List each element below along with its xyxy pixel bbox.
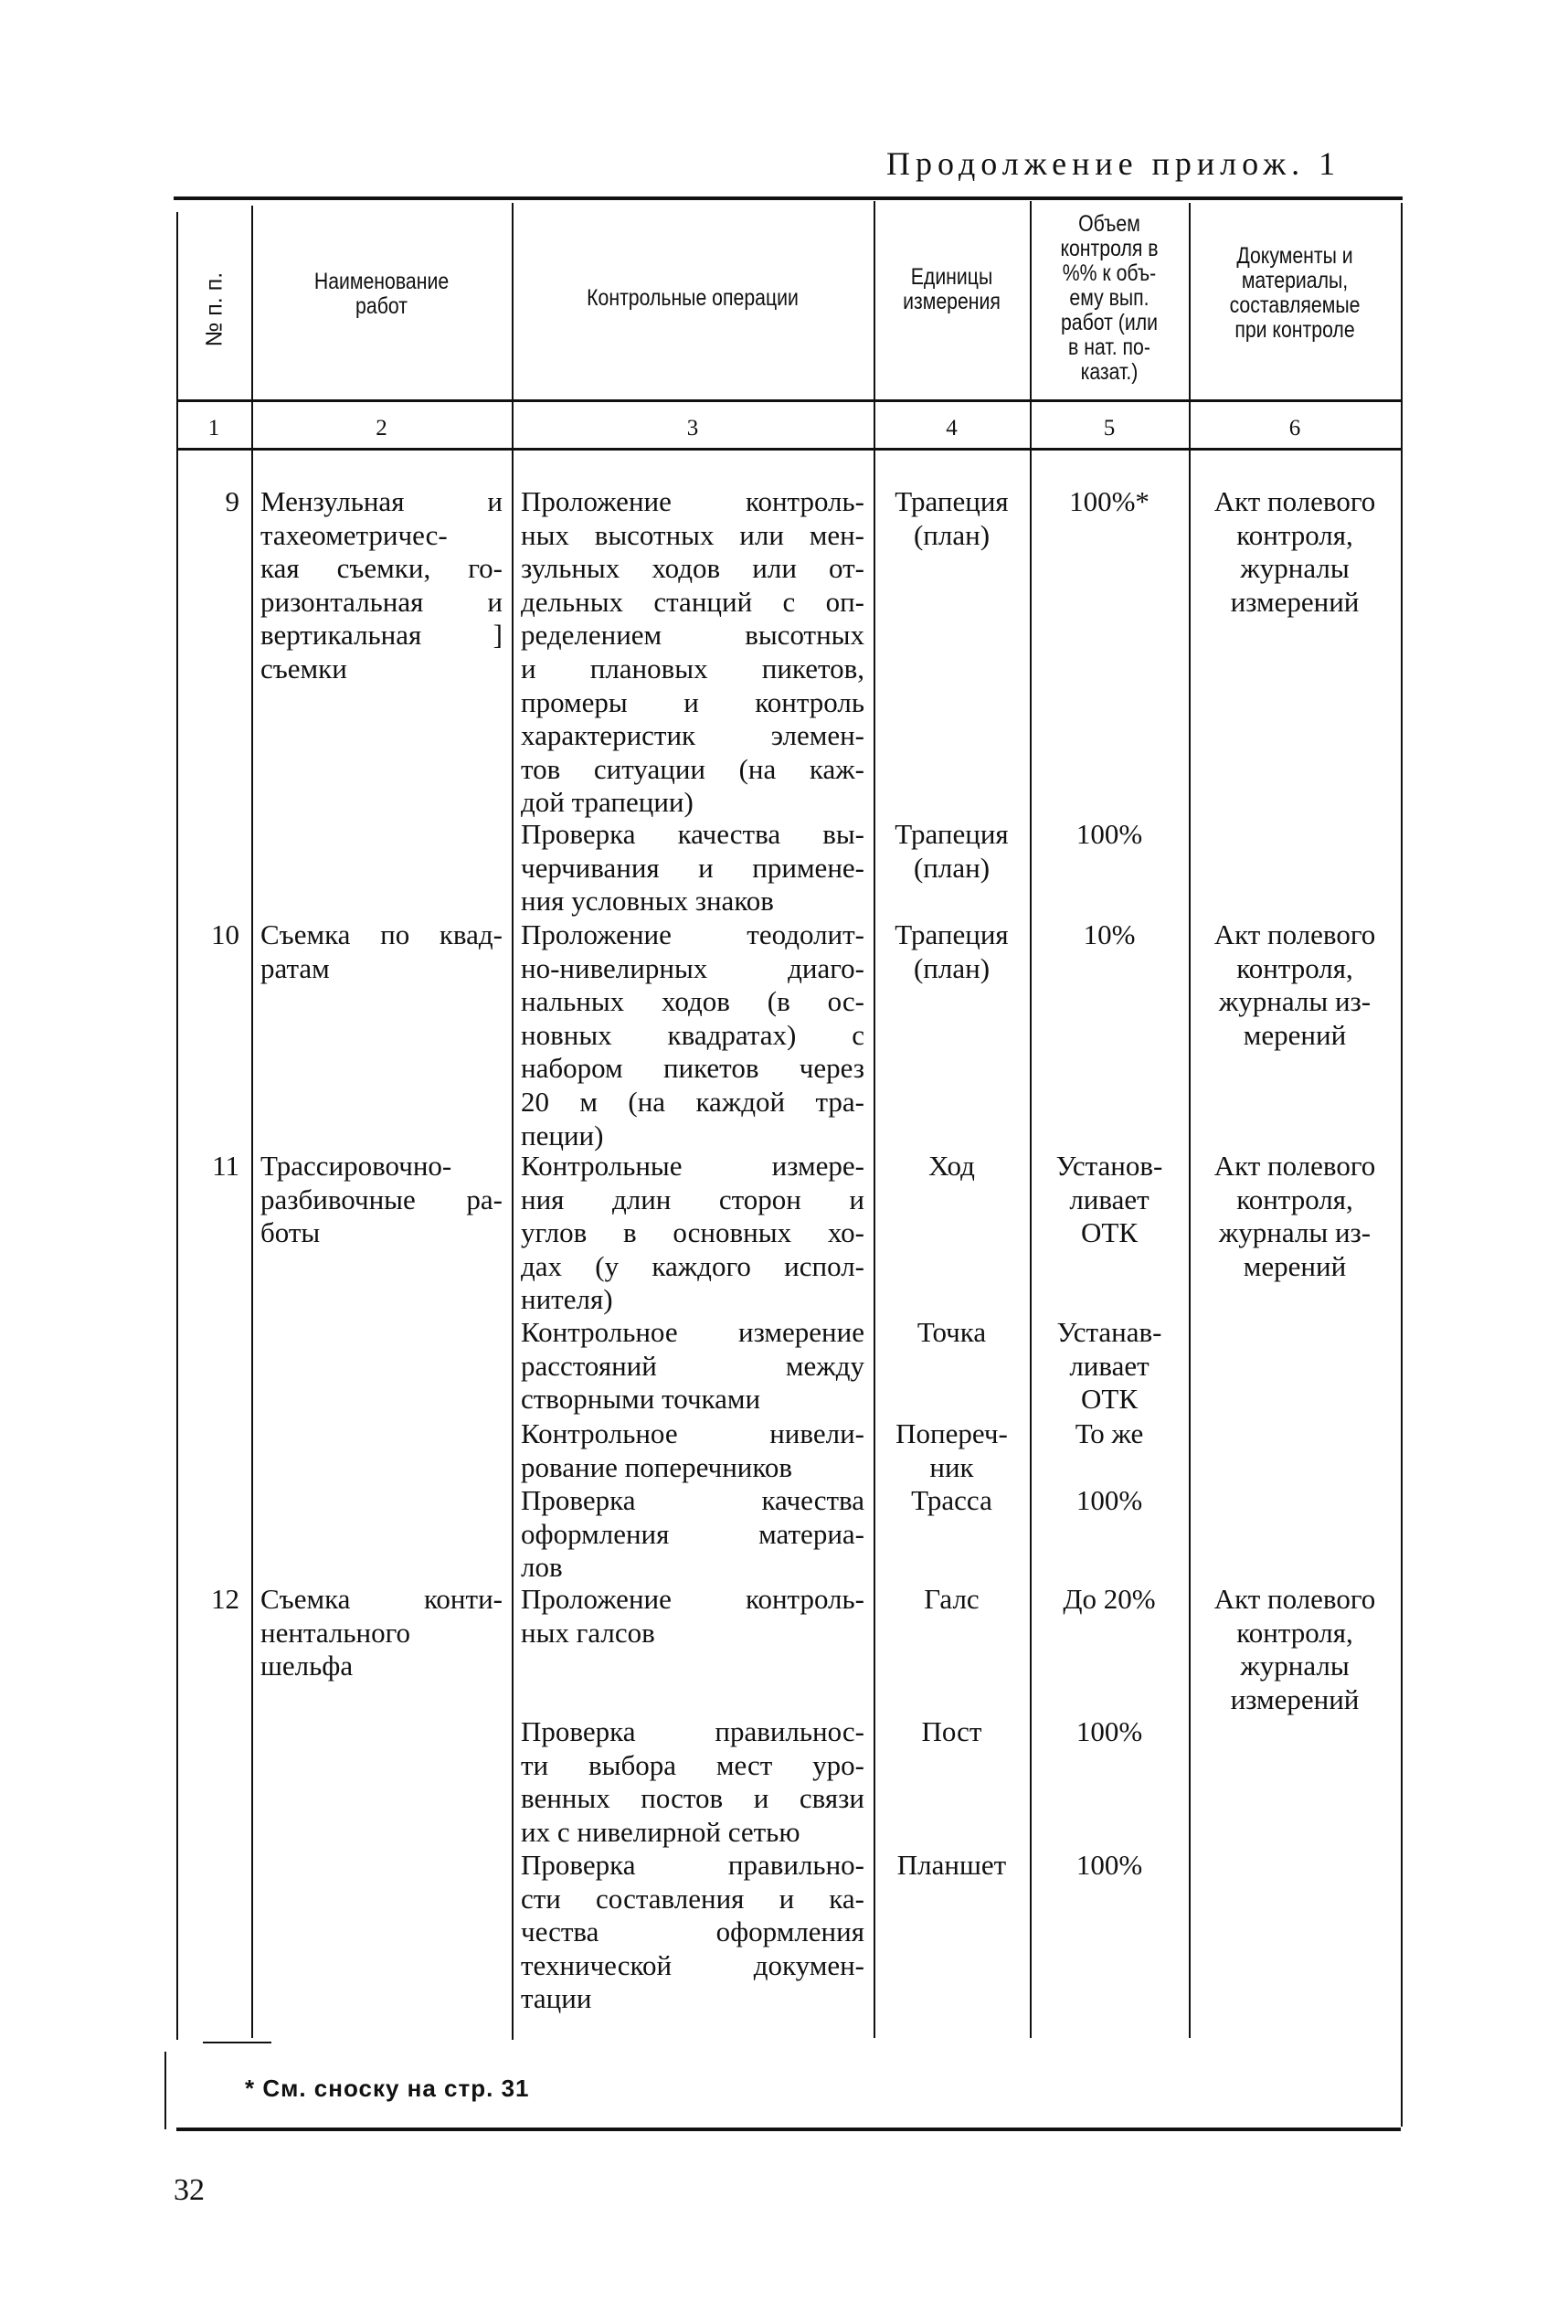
unit xyxy=(883,1583,1021,1617)
control-operation xyxy=(521,1484,864,1585)
control-volume xyxy=(1039,1316,1180,1417)
header-line: работ xyxy=(355,293,408,319)
column-number: 3 xyxy=(686,416,699,440)
column-number: 6 xyxy=(1288,416,1301,440)
documents xyxy=(1198,1583,1392,1716)
work-name xyxy=(260,1150,503,1250)
text-line: Съемка конти- xyxy=(260,1583,503,1615)
text-line: (план) xyxy=(913,951,991,984)
header-line: контроля в xyxy=(1060,236,1159,261)
column-divider xyxy=(512,203,514,2040)
unit xyxy=(883,1417,1021,1484)
header-line: при контроле xyxy=(1234,317,1355,343)
text-line: Акт полевого xyxy=(1213,485,1376,517)
text-line: 100% xyxy=(1075,818,1143,850)
table-left-border xyxy=(176,212,178,2040)
control-volume xyxy=(1039,918,1180,952)
text-line: расстояний между xyxy=(521,1349,864,1382)
text-line: новных квадратах) с xyxy=(521,1018,864,1051)
header-line: казат.) xyxy=(1080,359,1139,385)
text-line: Устанав- xyxy=(1056,1316,1162,1348)
text-line: Контрольное нивели- xyxy=(521,1417,864,1449)
text-line: нальных ходов (в ос- xyxy=(521,985,864,1018)
column-divider xyxy=(251,206,253,2038)
text-line: но-нивелирных диаго- xyxy=(521,951,864,984)
text-line: сти составления и ка- xyxy=(521,1882,864,1915)
text-line: Попереч- xyxy=(895,1417,1008,1449)
text-line: кая съемки, го- xyxy=(260,552,503,585)
text-line: черчивания и примене- xyxy=(521,851,864,884)
text-line: нителя) xyxy=(521,1283,613,1316)
text-line: ти выбора мест уро- xyxy=(521,1748,864,1781)
text-line: Проложение теодолит- xyxy=(521,918,864,950)
column-divider xyxy=(1030,201,1032,2038)
text-line: их с нивелирной сетью xyxy=(521,1815,800,1848)
text-line: ных высотных или мен- xyxy=(521,518,864,551)
row-number: 12 xyxy=(211,1583,239,1615)
text-line: характеристик элемен- xyxy=(521,719,864,752)
control-volume xyxy=(1039,1849,1180,1883)
text-line: Акт полевого xyxy=(1213,1150,1376,1182)
column-divider xyxy=(874,201,875,2038)
text-line: ризонтальная и xyxy=(260,585,503,618)
text-line: журналы xyxy=(1240,552,1350,585)
text-line: контроля, xyxy=(1236,951,1353,984)
text-line: промеры и контроль xyxy=(521,685,864,718)
text-line: ния длин сторон и xyxy=(521,1183,864,1215)
text-line: Акт полевого xyxy=(1213,1583,1376,1615)
unit xyxy=(883,818,1021,885)
control-operation xyxy=(521,1715,864,1849)
unit xyxy=(883,1849,1021,1883)
control-operation xyxy=(521,818,864,918)
table-top-rule xyxy=(174,196,1403,200)
footnote-left-border xyxy=(164,2052,166,2129)
unit xyxy=(883,1316,1021,1350)
number-row-rule xyxy=(176,448,1401,451)
text-line: ливает xyxy=(1069,1349,1150,1382)
text-line: 100%* xyxy=(1069,485,1150,517)
text-line: разбивочные ра- xyxy=(260,1183,503,1215)
text-line: набором пикетов через xyxy=(521,1052,864,1085)
text-line: Пост xyxy=(921,1715,982,1747)
text-line: рование поперечников xyxy=(521,1450,792,1483)
header-line: ему вып. xyxy=(1069,285,1150,311)
text-line: 100% xyxy=(1075,1484,1143,1516)
control-volume xyxy=(1039,1417,1180,1451)
documents xyxy=(1198,485,1392,619)
text-line: боты xyxy=(260,1216,321,1249)
text-line: (план) xyxy=(913,518,991,551)
control-operation xyxy=(521,1417,864,1484)
control-volume xyxy=(1039,1583,1180,1617)
header-documents xyxy=(1208,244,1382,343)
text-line: журналы из- xyxy=(1218,985,1372,1018)
text-line: ратам xyxy=(260,951,330,984)
text-line: пеции) xyxy=(521,1119,604,1151)
text-line: Проложение контроль- xyxy=(521,1583,864,1615)
control-operation xyxy=(521,1849,864,2016)
header-line: Наименование xyxy=(313,269,450,294)
footnote: * См. сноску на стр. 31 xyxy=(245,2075,530,2102)
control-operation xyxy=(521,1316,864,1417)
text-line: ОТК xyxy=(1081,1216,1138,1249)
control-volume xyxy=(1039,818,1180,852)
header-line: %% к объ- xyxy=(1062,260,1157,286)
text-line: ник xyxy=(929,1450,974,1483)
header-line: Объем xyxy=(1078,211,1140,237)
text-line: лов xyxy=(521,1551,563,1584)
unit xyxy=(883,918,1021,985)
control-operation xyxy=(521,1583,864,1650)
unit xyxy=(883,1715,1021,1749)
row-number: 10 xyxy=(211,918,239,950)
header-line: Документы и xyxy=(1236,243,1353,269)
header-line: измерения xyxy=(903,289,1001,314)
text-line: дах (у каждого испол- xyxy=(521,1249,864,1282)
documents xyxy=(1198,918,1392,1052)
page-number: 32 xyxy=(174,2173,205,2207)
text-line: (план) xyxy=(913,851,991,884)
text-line: Установ- xyxy=(1055,1150,1163,1182)
text-line: мерений xyxy=(1243,1018,1347,1051)
unit xyxy=(883,1150,1021,1183)
text-line: До 20% xyxy=(1063,1583,1156,1615)
text-line: дельных станций с оп- xyxy=(521,585,864,618)
text-line: оформления материа- xyxy=(521,1517,864,1550)
text-line: дой трапеции) xyxy=(521,786,694,819)
unit xyxy=(883,1484,1021,1518)
text-line: журналы xyxy=(1240,1650,1350,1682)
column-number: 5 xyxy=(1103,416,1116,440)
text-line: Трапеция xyxy=(895,918,1009,950)
column-number: 2 xyxy=(376,416,387,440)
text-line: технической докумен- xyxy=(521,1948,864,1981)
text-line: журналы из- xyxy=(1218,1216,1372,1249)
text-line: Трапеция xyxy=(895,485,1009,517)
table-bottom-rule xyxy=(176,2128,1401,2131)
text-line: 100% xyxy=(1075,1849,1143,1881)
row-number: 11 xyxy=(212,1150,239,1182)
text-line: Контрольные измере- xyxy=(521,1150,864,1182)
text-line: шельфа xyxy=(260,1650,354,1682)
header-line: материалы, xyxy=(1241,268,1349,293)
work-name xyxy=(260,1583,503,1683)
text-line: Проверка правильно- xyxy=(521,1849,864,1881)
text-line: ных галсов xyxy=(521,1616,655,1649)
text-line: контроля, xyxy=(1236,1183,1353,1215)
control-volume xyxy=(1039,1484,1180,1518)
text-line: ния условных знаков xyxy=(521,885,774,918)
text-line: тов ситуации (на каж- xyxy=(521,752,864,785)
text-line: зульных ходов или от- xyxy=(521,552,864,585)
text-line: тации xyxy=(521,1982,592,2015)
text-line: мерений xyxy=(1243,1249,1347,1282)
control-volume xyxy=(1039,485,1180,519)
text-line: Проверка качества xyxy=(521,1484,864,1516)
text-line: 20 м (на каждой тра- xyxy=(521,1085,864,1118)
text-line: и плановых пикетов, xyxy=(521,652,864,684)
header-line: Контрольные операции xyxy=(587,285,799,311)
column-number: 1 xyxy=(207,416,220,440)
row-number: 9 xyxy=(225,485,239,517)
work-name xyxy=(260,918,503,985)
text-line: То же xyxy=(1075,1417,1144,1449)
text-line: Съемка по квад- xyxy=(260,918,503,950)
text-line: 10% xyxy=(1083,918,1136,950)
text-line: Проверка качества вы- xyxy=(521,818,864,850)
text-line: створными точками xyxy=(521,1383,761,1416)
text-line: Галс xyxy=(924,1583,980,1615)
header-control-operations xyxy=(542,286,843,311)
text-line: ределением высотных xyxy=(521,619,864,652)
text-line: измерений xyxy=(1230,1682,1360,1715)
text-line: Трасса xyxy=(911,1484,992,1516)
column-divider xyxy=(1189,203,1191,2038)
text-line: тахеометричес- xyxy=(260,518,448,551)
text-line: контроля, xyxy=(1236,1616,1353,1649)
work-name xyxy=(260,485,503,686)
text-line: венных постов и связи xyxy=(521,1782,864,1815)
text-line: Точка xyxy=(916,1316,987,1348)
text-line: чества оформления xyxy=(521,1915,864,1948)
text-line: Ход xyxy=(928,1150,975,1182)
control-volume xyxy=(1039,1150,1180,1250)
unit xyxy=(883,485,1021,552)
table-right-border xyxy=(1401,203,1403,2127)
documents xyxy=(1198,1150,1392,1283)
text-line: Контрольное измерение xyxy=(521,1316,864,1348)
header-work-name xyxy=(274,270,489,319)
control-operation xyxy=(521,1150,864,1317)
page-header: Продолжение прилож. 1 xyxy=(886,145,1341,182)
control-operation xyxy=(521,918,864,1152)
control-volume xyxy=(1039,1715,1180,1749)
text-line: Мензульная и xyxy=(260,485,503,517)
text-line: Проверка правильнос- xyxy=(521,1715,864,1747)
header-col1: № п. п. xyxy=(201,271,228,347)
text-line: углов в основных хо- xyxy=(521,1216,864,1249)
footnote-rule xyxy=(203,2042,271,2043)
text-line: Трассировочно- xyxy=(260,1150,452,1182)
header-line: Единицы xyxy=(910,264,993,290)
text-line: нентального xyxy=(260,1616,411,1649)
header-line: работ (или xyxy=(1060,310,1159,335)
header-control-volume xyxy=(1044,212,1173,385)
text-line: ливает xyxy=(1069,1183,1150,1215)
text-line: Трапеция xyxy=(895,818,1009,850)
text-line: вертикальная ] xyxy=(260,619,503,652)
text-line: Акт полевого xyxy=(1213,918,1376,950)
text-line: Планшет xyxy=(896,1849,1007,1881)
column-number: 4 xyxy=(946,416,958,440)
text-line: измерений xyxy=(1230,585,1360,618)
text-line: Проложение контроль- xyxy=(521,485,864,517)
header-units xyxy=(888,265,1015,314)
text-line: съемки xyxy=(260,652,347,684)
text-line: ОТК xyxy=(1081,1383,1138,1416)
header-line: составляемые xyxy=(1229,292,1361,318)
control-operation xyxy=(521,485,864,820)
header-line: в нат. по- xyxy=(1068,334,1150,360)
text-line: контроля, xyxy=(1236,518,1353,551)
text-line: 100% xyxy=(1075,1715,1143,1747)
header-bottom-rule xyxy=(178,399,1401,402)
